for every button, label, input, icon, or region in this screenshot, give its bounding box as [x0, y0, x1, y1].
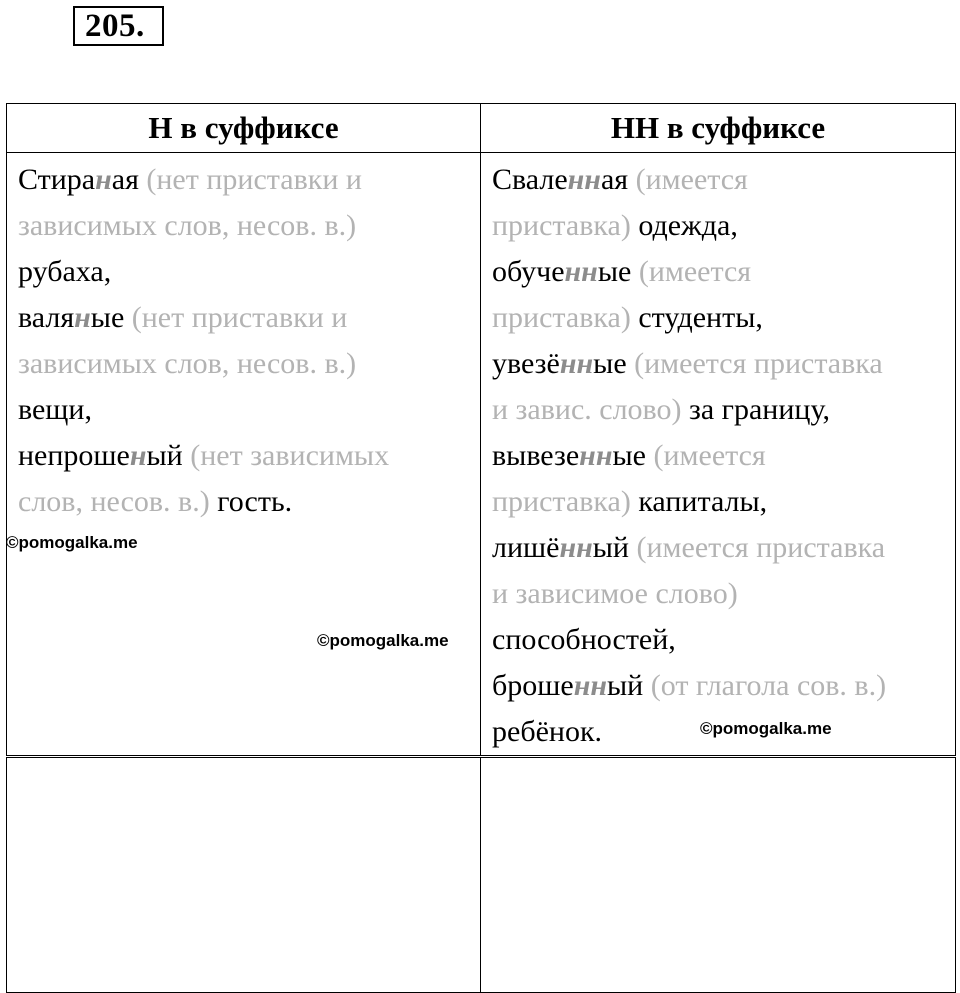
text-line: [492, 571, 945, 617]
explanation-note: приставка): [492, 485, 639, 518]
explanation-note: слов, несов. в.): [18, 485, 218, 518]
word-text: ые: [597, 255, 639, 288]
task-number: 205.: [73, 6, 164, 46]
word-text: увезё: [492, 347, 560, 380]
explanation-note: (нет приставки и: [146, 163, 362, 196]
list-item: [492, 249, 945, 341]
suffix-letters: нн: [559, 531, 593, 564]
list-item: [18, 157, 470, 295]
right-continuation-cell: [481, 757, 956, 993]
word-text: рубаха,: [18, 255, 112, 288]
text-line: [18, 341, 470, 387]
suffix-letters: нн: [567, 163, 601, 196]
word-text: ая: [111, 163, 147, 196]
list-item: [492, 341, 945, 433]
text-line: [492, 387, 945, 433]
word-text: вывезе: [492, 439, 580, 472]
explanation-note: приставка): [492, 301, 639, 334]
word-text: лишё: [492, 531, 560, 564]
text-line: [18, 157, 470, 203]
text-line: [18, 249, 470, 295]
text-line: [492, 341, 945, 387]
suffix-letters: н: [95, 163, 112, 196]
word-text: капиталы,: [638, 485, 768, 518]
text-line: [18, 433, 470, 479]
explanation-note: (нет зависимых: [190, 439, 390, 472]
text-line: [18, 387, 470, 433]
text-line: [18, 203, 470, 249]
word-text: вещи,: [18, 393, 92, 426]
table-header-row: [7, 104, 956, 153]
explanation-note: и завис. слово): [492, 393, 689, 426]
empty-cell: [7, 757, 481, 993]
word-text: броше: [492, 669, 574, 702]
explanation-note: (имеется: [638, 255, 752, 288]
word-text: гость.: [217, 485, 293, 518]
explanation-note: и зависимое слово): [492, 577, 738, 610]
text-line: [492, 663, 945, 709]
word-text: ые: [90, 301, 132, 334]
header-double-n: НН в суффиксе: [481, 104, 956, 153]
word-text: ые: [593, 347, 635, 380]
explanation-note: зависимых слов, несов. в.): [18, 209, 357, 242]
word-text: ая: [600, 163, 636, 196]
text-line: [492, 203, 945, 249]
explanation-note: (от глагола сов. в.): [650, 669, 887, 702]
list-item: [18, 295, 470, 433]
explanation-note: (нет приставки и: [131, 301, 348, 334]
list-item: [18, 433, 470, 525]
list-item: [492, 525, 945, 663]
text-line: [492, 525, 945, 571]
table-row: [7, 153, 956, 757]
word-text: ый: [607, 669, 651, 702]
word-text: валя: [18, 301, 75, 334]
explanation-note: зависимых слов, несов. в.): [18, 347, 357, 380]
left-column-cell: [7, 153, 481, 757]
word-text: способностей,: [492, 623, 676, 656]
word-text: непроше: [18, 439, 130, 472]
list-item: [492, 157, 945, 249]
word-text: Стира: [18, 163, 96, 196]
watermark: ©pomogalka.me: [317, 631, 449, 650]
suffix-letters: нн: [579, 439, 613, 472]
word-text: студенты,: [638, 301, 763, 334]
table-row: [7, 757, 956, 993]
suffix-letters: н: [129, 439, 147, 472]
text-line: [492, 479, 945, 525]
suffix-letters: н: [74, 301, 91, 334]
text-line: [492, 157, 945, 203]
text-line: [492, 433, 945, 479]
suffix-letters: нн: [559, 347, 594, 380]
explanation-note: (имеется приставка: [636, 531, 886, 564]
text-line: [492, 249, 945, 295]
word-text: Свале: [492, 163, 568, 196]
word-text: ребёнок.: [492, 715, 603, 748]
word-text: ый: [146, 439, 191, 472]
suffix-letters: нн: [564, 255, 598, 288]
explanation-note: (имеется: [653, 439, 766, 472]
word-text: ый: [592, 531, 637, 564]
explanation-note: приставка): [492, 209, 639, 242]
right-column-cell: [481, 153, 956, 757]
text-line: [492, 295, 945, 341]
watermark: ©pomogalka.me: [700, 719, 832, 738]
list-item: [492, 663, 945, 755]
text-line: [492, 617, 945, 663]
list-item: [492, 433, 945, 525]
text-line: [18, 479, 470, 525]
explanation-note: (имеется приставка: [634, 347, 883, 380]
explanation-note: (имеется: [635, 163, 748, 196]
header-single-n: Н в суффиксе: [7, 104, 481, 153]
word-text: одежда,: [638, 209, 738, 242]
text-line: [18, 295, 470, 341]
word-text: за границу,: [689, 393, 830, 426]
suffix-letters: нн: [573, 669, 607, 702]
word-text: ые: [612, 439, 654, 472]
spelling-table: [6, 103, 956, 993]
watermark: ©pomogalka.me: [6, 533, 138, 552]
word-text: обуче: [492, 255, 565, 288]
